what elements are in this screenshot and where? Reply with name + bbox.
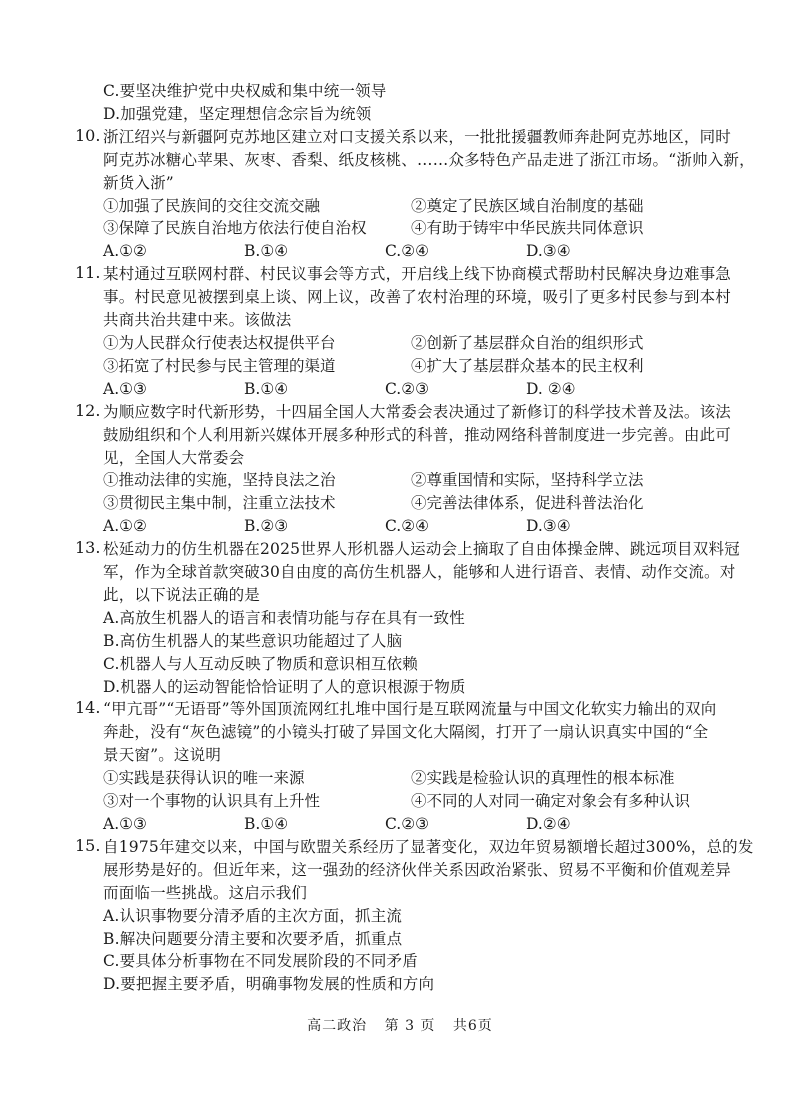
- footer-total-pages: 共6页: [452, 1018, 493, 1034]
- question-15: [75, 835, 760, 996]
- option-b: B.高仿生机器人的某些意识功能超过了人脑: [103, 631, 403, 650]
- choice-b: B.①④: [244, 379, 289, 398]
- statement-row: [103, 790, 760, 813]
- statement-3: ③保障了民族自治地方依法行使自治权: [103, 219, 367, 238]
- statement-3: ③拓宽了村民参与民主管理的渠道: [103, 356, 336, 375]
- statement-2: ②尊重国情和实际，坚持科学立法: [411, 471, 644, 490]
- statement-row: [103, 195, 760, 218]
- previous-question-tail: [103, 80, 760, 126]
- question-number: 12.: [75, 400, 101, 420]
- choice-row: [103, 813, 760, 836]
- stem-line: 而面临一些挑战。这启示我们: [103, 883, 308, 902]
- choice-row: [103, 515, 760, 538]
- stem-line: 此，以下说法正确的是: [103, 585, 261, 604]
- option-c: C.要具体分析事物在不同发展阶段的不同矛盾: [103, 952, 418, 971]
- choice-a: A.①②: [103, 242, 147, 261]
- statement-3: ③对一个事物的认识具有上升性: [103, 792, 321, 811]
- stem-line: 展形势是好的。但近年来，这一强劲的经济伙伴关系因政治紧张、贸易不平衡和价值观差异: [103, 860, 732, 879]
- choice-b: B.①④: [244, 815, 289, 833]
- choice-a: A.①②: [103, 517, 147, 536]
- question-10: [75, 125, 760, 263]
- choice-c: C.②④: [385, 242, 430, 261]
- stem-line: 鼓励组织和个人利用新兴媒体开展多种形式的科普，推动网络科普制度进一步完善。由此可: [103, 425, 732, 444]
- choice-c: C.②③: [385, 815, 430, 833]
- top-margin: [103, 0, 760, 80]
- choice-d: D. ②④: [526, 379, 576, 398]
- statement-row: [103, 492, 760, 515]
- statement-3: ③贯彻民主集中制，注重立法技术: [103, 494, 336, 513]
- option-a: A.认识事物要分清矛盾的主次方面，抓主流: [103, 906, 403, 925]
- question-12: [75, 400, 760, 538]
- question-13: [75, 538, 760, 698]
- footer-subject: 高二政治: [307, 1018, 368, 1034]
- statement-1: ①为人民群众行使表达权提供平台: [103, 333, 336, 352]
- statement-4: ④扩大了基层群众基本的民主权利: [411, 356, 644, 375]
- stem-line: 新货入浙”: [103, 173, 174, 192]
- statement-1: ①加强了民族间的交往交流交融: [103, 196, 321, 215]
- statement-row: [103, 767, 760, 790]
- question-14: [75, 698, 760, 835]
- option-d: D.机器人的运动智能恰恰证明了人的意识根源于物质: [103, 677, 466, 696]
- statement-row: [103, 217, 760, 240]
- footer-page-number: 第 3 页: [384, 1018, 436, 1034]
- stem-line: 浙江绍兴与新疆阿克苏地区建立对口支援关系以来，一批批援疆教师奔赴阿克苏地区，同时: [103, 127, 732, 146]
- question-number: 10.: [75, 125, 101, 145]
- option-a: A.高放生机器人的语言和表情功能与存在具有一致性: [103, 608, 465, 627]
- choice-b: B.①④: [244, 242, 289, 261]
- statement-row: [103, 355, 760, 378]
- question-number: 15.: [75, 835, 101, 855]
- statement-2: ②实践是检验认识的真理性的根本标准: [411, 769, 675, 788]
- statement-4: ④有助于铸牢中华民族共同体意识: [411, 219, 644, 238]
- statement-4: ④完善法律体系，促进科普法治化: [411, 494, 644, 513]
- choice-a: A.①③: [103, 815, 147, 833]
- stem-line: 自1975年建交以来，中国与欧盟关系经历了显著变化，双边年贸易额增长超过300%，总的发: [103, 837, 754, 856]
- choice-d: D.②④: [526, 815, 571, 833]
- choice-row: [103, 240, 760, 263]
- option-c: C.机器人与人互动反映了物质和意识相互依赖: [103, 654, 418, 673]
- choice-d: D.③④: [526, 517, 571, 536]
- stem-line: 阿克苏冰糖心苹果、灰枣、香梨、纸皮核桃、……众多特色产品走进了浙江市场。“浙帅入新，: [103, 150, 755, 169]
- option-d: D.要把握主要矛盾，明确事物发展的性质和方向: [103, 975, 435, 994]
- choice-c: C.②③: [385, 379, 430, 398]
- statement-4: ④不同的人对同一确定对象会有多种认识: [411, 792, 691, 811]
- question-number: 11.: [75, 263, 101, 283]
- stem-line: 某村通过互联网村群、村民议事会等方式，开启线上线下协商模式帮助村民解决身边难事急: [103, 265, 732, 284]
- stem-line: 事。村民意见被摆到桌上谈、网上议，改善了农村治理的环境，吸引了更多村民参与到本村: [103, 288, 732, 307]
- choice-b: B.②③: [244, 517, 289, 536]
- stem-line: 为顺应数字时代新形势，十四届全国人大常委会表决通过了新修订的科学技术普及法。该法: [103, 402, 732, 421]
- stem-line: “甲亢哥”“无语哥”等外国顶流网红扎堆中国行是互联网流量与中国文化软实力输出的双向: [103, 700, 717, 719]
- statement-1: ①实践是获得认识的唯一来源: [103, 769, 305, 788]
- statement-row: [103, 332, 760, 355]
- choice-row: [103, 378, 760, 401]
- stem-line: 共商共治共建中来。该做法: [103, 311, 292, 330]
- choice-d: D.③④: [526, 242, 571, 261]
- stem-line: 奔赴，没有“灰色滤镜”的小镜头打破了异国文化大隔阂，打开了一扇认识真实中国的“全: [103, 723, 709, 742]
- choice-c: C.②④: [385, 517, 430, 536]
- choice-a: A.①③: [103, 379, 147, 398]
- statement-row: [103, 469, 760, 492]
- statement-2: ②奠定了民族区域自治制度的基础: [411, 196, 644, 215]
- question-number: 13.: [75, 538, 101, 558]
- stem-line: 松延动力的仿生机器在2025世界人形机器人运动会上摘取了自由体操金牌、跳远项目双料冠: [103, 540, 740, 559]
- stem-line: 景天窗”。这说明: [103, 746, 222, 765]
- option-b: B.解决问题要分清主要和次要矛盾，抓重点: [103, 929, 403, 948]
- option-d: D.加强党建，坚定理想信念宗旨为统领: [103, 104, 372, 123]
- question-11: [75, 263, 760, 400]
- option-c: C.要坚决维护党中央权威和集中统一领导: [103, 82, 387, 100]
- question-number: 14.: [75, 698, 101, 718]
- statement-2: ②创新了基层群众自治的组织形式: [411, 333, 644, 352]
- page-footer: [0, 1015, 800, 1035]
- statement-1: ①推动法律的实施，坚持良法之治: [103, 471, 336, 490]
- stem-line: 军，作为全球首款突破30自由度的高仿生机器人，能够和人进行语音、表情、动作交流。对: [103, 563, 736, 582]
- stem-line: 见，全国人大常委会: [103, 448, 245, 467]
